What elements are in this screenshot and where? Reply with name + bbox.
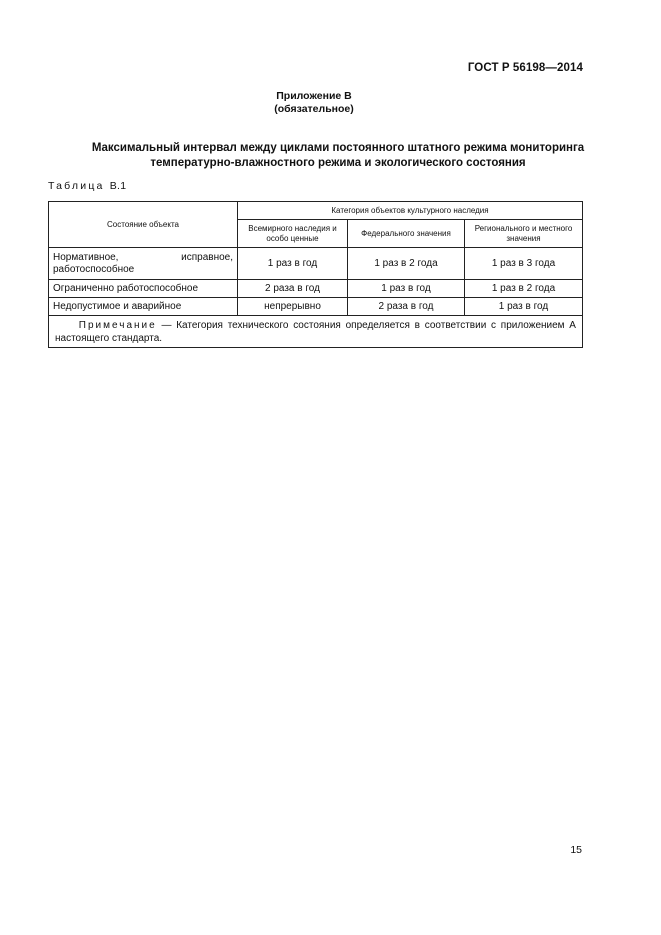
note-text: — Категория технического состояния определяется в соответствии с приложением А настоящего стандарта. (55, 319, 576, 344)
table-row (49, 248, 583, 280)
section-heading-line-2: температурно-влажностного режима и экологического состояния (150, 157, 526, 169)
table-caption-word: Таблица (48, 180, 105, 192)
row-state-label: Недопустимое и аварийное (49, 298, 238, 316)
column-header-state: Состояние объекта (49, 202, 238, 248)
column-header-world-heritage: Всемирного наследия и особо ценные (238, 220, 348, 248)
column-header-regional: Регионального и местного значения (465, 220, 583, 248)
table-cell: непрерывно (238, 298, 348, 316)
table-cell: 1 раз в 2 года (465, 280, 583, 298)
monitoring-interval-table (48, 201, 583, 348)
table-header-row (49, 202, 583, 220)
section-heading-line-1: Максимальный интервал между циклами постоянного штатного режима мониторинга (91, 142, 585, 154)
table-note-row (49, 316, 583, 348)
table-note (49, 316, 583, 348)
row-state-label: Ограниченно работоспособное (49, 280, 238, 298)
table-cell: 1 раз в 2 года (348, 248, 465, 280)
column-header-federal: Федерального значения (348, 220, 465, 248)
appendix-heading (0, 90, 628, 116)
appendix-title: Приложение В (276, 90, 352, 102)
page-number: 15 (570, 844, 582, 856)
table-cell: 1 раз в год (465, 298, 583, 316)
document-code: ГОСТ Р 56198—2014 (467, 62, 583, 74)
note-label: Примечание (78, 319, 157, 331)
table-row (49, 298, 583, 316)
table-cell: 1 раз в 3 года (465, 248, 583, 280)
table-caption-number: В.1 (109, 180, 127, 192)
table-cell: 2 раза в год (238, 280, 348, 298)
table-row (49, 280, 583, 298)
row-state-label: Нормативное, исправное, работоспособное (49, 248, 238, 280)
table-caption (48, 180, 126, 192)
appendix-status: (обязательное) (274, 103, 354, 115)
column-header-category: Категория объектов культурного наследия (238, 202, 583, 220)
section-heading (48, 141, 628, 171)
table-cell: 1 раз в год (348, 280, 465, 298)
table-cell: 1 раз в год (238, 248, 348, 280)
table-cell: 2 раза в год (348, 298, 465, 316)
